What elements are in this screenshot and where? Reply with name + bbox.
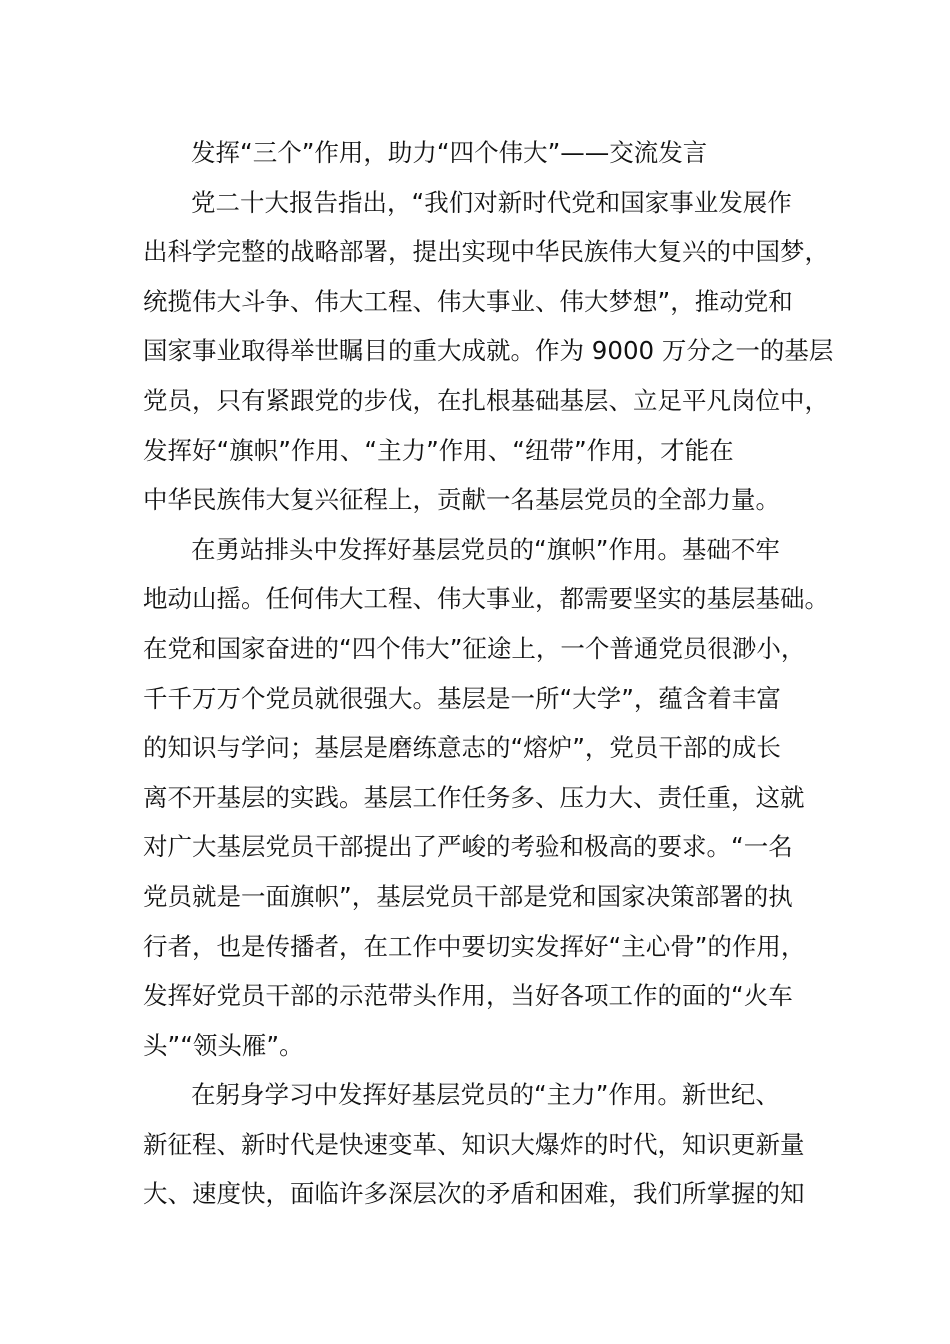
paragraph-line: 的知识与学问；基层是磨练意志的“熔炉”，党员干部的成长 — [143, 733, 781, 763]
paragraph-line: 对广大基层党员干部提出了严峻的考验和极高的要求。“一名 — [143, 832, 793, 862]
paragraph-line: 发挥好党员干部的示范带头作用，当好各项工作的面的“火车 — [143, 981, 793, 1011]
paragraph-line: 出科学完整的战略部署，提出实现中华民族伟大复兴的中国梦， — [143, 237, 829, 267]
paragraph-line: 统揽伟大斗争、伟大工程、伟大事业、伟大梦想”，推动党和 — [143, 286, 793, 316]
paragraph-line: 地动山摇。任何伟大工程、伟大事业，都需要坚实的基层基础。 — [143, 584, 829, 614]
paragraph-3 — [143, 1070, 833, 1219]
paragraph-line: 党员就是一面旗帜”，基层党员干部是党和国家决策部署的执 — [143, 881, 793, 911]
paragraph-line: 在躬身学习中发挥好基层党员的“主力”作用。新世纪、 — [191, 1080, 780, 1110]
paragraph-line: 中华民族伟大复兴征程上，贡献一名基层党员的全部力量。 — [143, 485, 780, 515]
paragraph-line: 党员，只有紧跟党的步伐，在扎根基础基层、立足平凡岗位中， — [143, 385, 829, 415]
paragraph-line: 国家事业取得举世瞩目的重大成就。作为 9000 万分之一的基层 — [143, 336, 834, 366]
paragraph-line: 大、速度快，面临许多深层次的矛盾和困难，我们所掌握的知 — [143, 1179, 805, 1209]
paragraph-line: 头”“领头雁”。 — [143, 1030, 304, 1060]
paragraph-2 — [143, 525, 833, 1071]
paragraph-line: 行者，也是传播者，在工作中要切实发挥好“主心骨”的作用， — [143, 931, 806, 961]
paragraph-line: 发挥好“旗帜”作用、“主力”作用、“纽带”作用，才能在 — [143, 435, 734, 465]
document-body — [143, 128, 833, 1219]
paragraph-line: 千千万万个党员就很强大。基层是一所“大学”，蕴含着丰富 — [143, 683, 781, 713]
paragraph-line: 在党和国家奋进的“四个伟大”征途上，一个普通党员很渺小， — [143, 633, 806, 663]
document-title: 发挥“三个”作用，助力“四个伟大”——交流发言 — [191, 138, 708, 167]
paragraph-1 — [143, 178, 833, 525]
paragraph-line: 离不开基层的实践。基层工作任务多、压力大、责任重，这就 — [143, 782, 805, 812]
paragraph-line: 在勇站排头中发挥好基层党员的“旗帜”作用。基础不牢 — [191, 534, 780, 564]
paragraph-line: 党二十大报告指出，“我们对新时代党和国家事业发展作 — [191, 187, 792, 217]
paragraph-line: 新征程、新时代是快速变革、知识大爆炸的时代，知识更新量 — [143, 1129, 805, 1159]
